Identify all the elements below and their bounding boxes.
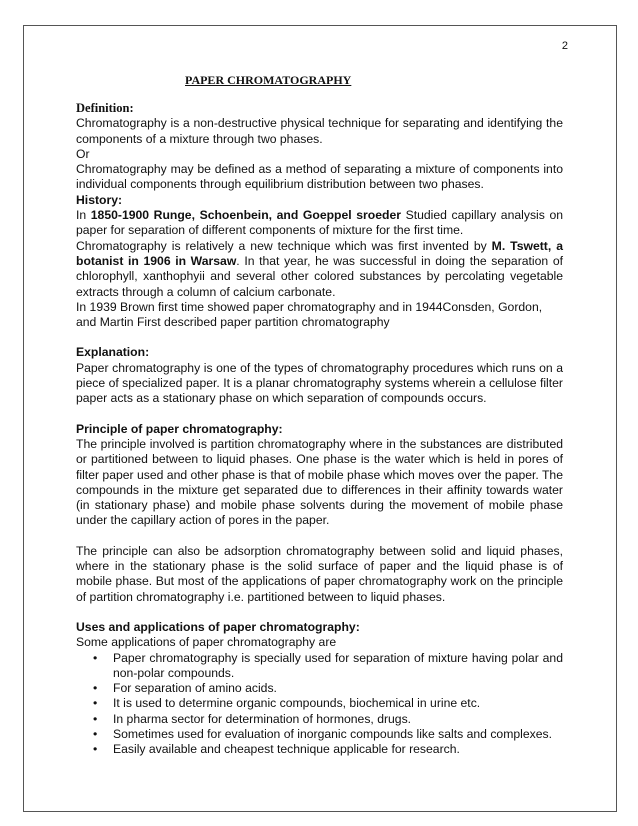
history-p2-post: . In that year, he was successful in doing the separation of chlorophyll, xanthophyii and several other colored substances by percolating vegetable extracts through a column of calcium carbonate.	[76, 253, 563, 299]
history-paragraph-3: In 1939 Brown first time showed paper chromatography and in 1944Consden, Gordon, and Martin First described paper partition chromatography	[76, 299, 543, 330]
uses-section	[76, 620, 563, 758]
history-heading: History:	[76, 192, 123, 207]
principle-paragraph-1: The principle involved is partition chromatography where in the substances are distributed or partitioned between to liquid phases. One phase is the water which is held in pores of filter paper used and other phase is that of mobile phase which moves over the paper. The compounds in the mixture get separated due to differences in their affinity towards water (in stationary phase) and mobile phase solvents during the movement of mobile phase under the capillary action of pores in the paper.	[76, 436, 563, 528]
list-item: • It is used to determine organic compounds, biochemical in urine etc.	[113, 696, 563, 711]
page-number: 2	[561, 40, 568, 52]
uses-heading: Uses and applications of paper chromatography:	[76, 619, 360, 634]
definition-heading: Definition:	[76, 101, 134, 115]
history-paragraph-2	[76, 239, 563, 300]
document-body	[76, 101, 563, 758]
definition-paragraph-1: Chromatography is a non-destructive physical technique for separating and identifying the components of a mixture through two phases.	[76, 116, 563, 146]
uses-list	[76, 651, 563, 758]
explanation-heading: Explanation:	[76, 345, 150, 360]
definition-paragraph-2: Chromatography may be defined as a method of separating a mixture of components into individual components through equilibrium distribution between two phases.	[76, 162, 563, 192]
definition-section	[76, 101, 563, 193]
history-p1-post: Studied capillary analysis on paper for separation of different components of mixture for the first time.	[76, 208, 564, 238]
history-p1-bold: 1850-1900 Runge, Schoenbein, and Goeppel sroeder	[90, 208, 401, 223]
history-paragraph-1	[76, 208, 563, 239]
history-p2-bold: M. Tswett, a botanist in 1906 in Warsaw	[76, 238, 563, 268]
list-item: • Easily available and cheapest technique applicable for research.	[113, 742, 563, 757]
page-title: PAPER CHROMATOGRAPHY	[185, 73, 352, 87]
principle-paragraph-2: The principle can also be adsorption chromatography between solid and liquid phases, where in the stationary phase is the solid surface of paper and the liquid phase is of mobile phase. But most of the applications of paper chromatography work on the principle of partition chromatography i.e. partitioned between to liquid phases.	[76, 543, 563, 604]
uses-intro: Some applications of paper chromatography are	[76, 635, 337, 650]
list-item: • Paper chromatography is specially used for separation of mixture having polar and non-polar compounds.	[113, 651, 563, 682]
explanation-paragraph: Paper chromatography is one of the types of chromatography procedures which runs on a piece of specialized paper. It is a planar chromatography systems wherein a cellulose filter paper acts as a stationary phase on which separation of compounds occurs.	[76, 360, 563, 406]
list-item: • For separation of amino acids.	[113, 681, 563, 696]
principle-heading: Principle of paper chromatography:	[76, 421, 283, 436]
history-p1-pre: In	[76, 208, 91, 223]
list-item: • Sometimes used for evaluation of inorganic compounds like salts and complexes.	[113, 727, 563, 742]
principle-section	[76, 422, 563, 605]
explanation-section	[76, 345, 563, 406]
history-section	[76, 193, 563, 331]
history-p2-pre: Chromatography is relatively a new technique which was first invented by	[76, 238, 492, 253]
list-item: • In pharma sector for determination of hormones, drugs.	[113, 712, 563, 727]
definition-or: Or	[76, 146, 90, 161]
